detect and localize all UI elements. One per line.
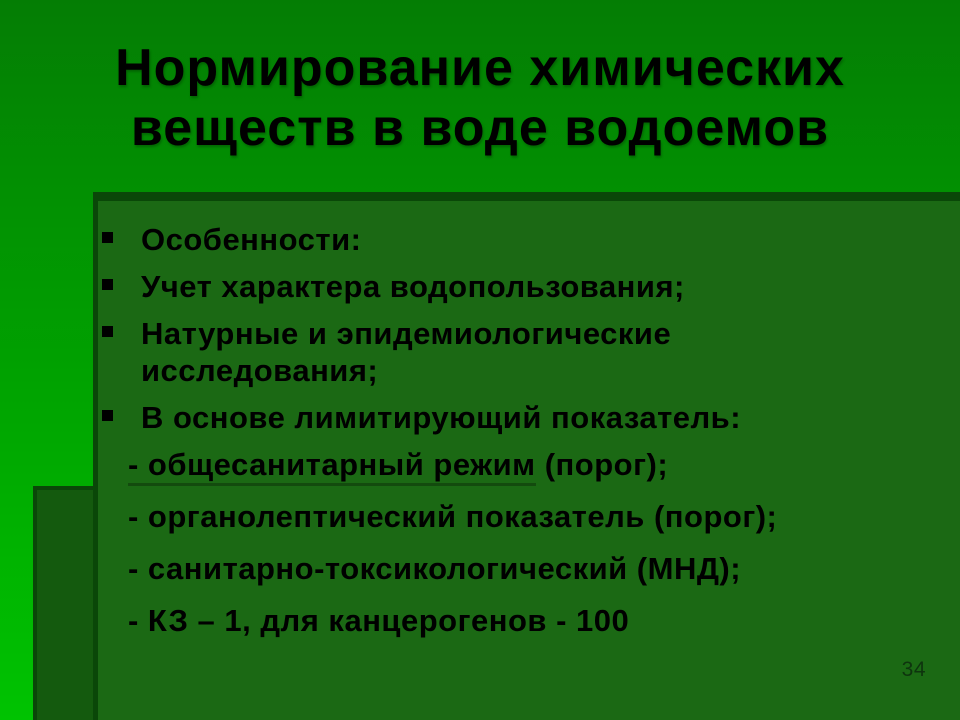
bullet-text: Особенности:	[141, 222, 362, 257]
square-bullet-icon	[102, 232, 113, 243]
bullet-text: - санитарно-токсикологический (МНД);	[128, 551, 742, 586]
square-bullet-icon	[102, 279, 113, 290]
bullet-text: В основе лимитирующий показатель:	[141, 400, 742, 435]
sub-bullet-item	[98, 550, 950, 587]
sub-bullet-item	[98, 446, 950, 483]
bullet-item	[98, 268, 950, 305]
sub-bullet-item	[98, 602, 950, 639]
square-bullet-icon	[102, 410, 113, 421]
page-number: 34	[901, 658, 926, 681]
bullet-text: Натурные и эпидемиологические исследования;	[141, 316, 672, 388]
bullet-text-rest: (порог);	[535, 447, 669, 482]
title-line-1: Нормирование химических	[115, 39, 845, 97]
bullet-item	[98, 221, 950, 258]
bullet-item	[98, 315, 950, 389]
bullet-item	[98, 399, 950, 436]
square-bullet-icon	[102, 326, 113, 337]
title-line-2: веществ в воде водоемов	[130, 99, 830, 157]
bullet-list	[98, 201, 960, 639]
bullet-text: - КЗ – 1, для канцерогенов - 100	[128, 603, 630, 638]
sub-bullet-item	[98, 498, 950, 535]
slide-title	[0, 38, 960, 158]
content-box	[93, 192, 960, 720]
shadow-strip	[33, 486, 93, 720]
bullet-text	[128, 446, 668, 483]
bullet-text: - органолептический показатель (порог);	[128, 499, 778, 534]
bullet-text: Учет характера водопользования;	[141, 269, 685, 304]
underlined-text: - общесанитарный режим	[128, 447, 536, 486]
